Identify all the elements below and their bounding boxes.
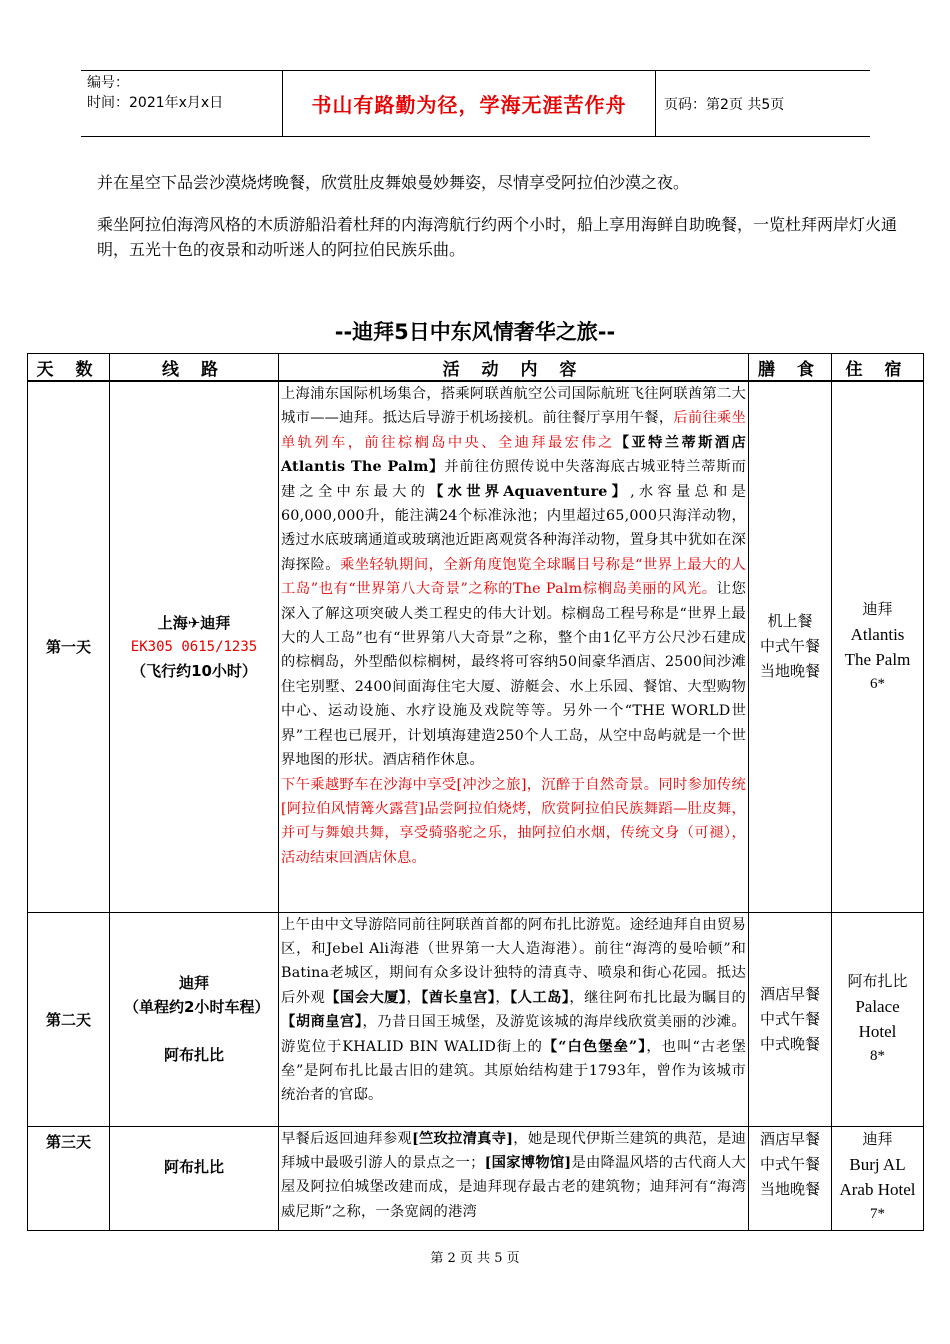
- header-motto: 书山有路勤为径，学海无涯苦作舟: [282, 71, 656, 136]
- day1-hotel-city: 迪拜: [862, 599, 893, 618]
- day3-text-3: ，她是现代伊斯兰建筑的典范，是迪拜城中最吸引游人的景点之一；: [281, 1130, 746, 1171]
- day1-hotel-name-1: Atlantis: [850, 624, 905, 644]
- day1-flight: EK305 0615/1235: [130, 638, 258, 655]
- day2-route-start: 迪拜: [178, 974, 209, 992]
- day3-hotel: [832, 1126, 924, 1230]
- day2-route-duration: （单程约2小时车程）: [124, 998, 270, 1016]
- day2-text-6: 【人工岛】: [510, 989, 570, 1006]
- day1-label: 第一天: [28, 381, 110, 912]
- day2-hotel-name-1: Palace: [855, 997, 900, 1016]
- table-header-row: [28, 354, 924, 382]
- day1-text-3: 【亚特兰蒂斯酒店Atlantis The Palm】: [281, 434, 746, 476]
- header-activities: 活 动 内 容: [279, 354, 749, 382]
- day2-text-11: ，也叫“古老堡垒”是阿布扎比最古旧的建筑。其原始结构建于1793年，曾作为该城市统治者的官邸。: [281, 1038, 746, 1104]
- table-row-day3: [28, 1126, 924, 1230]
- itinerary-table: [27, 353, 924, 1231]
- day3-meals: [749, 1126, 832, 1230]
- day1-meal-3: 当地晚餐: [759, 662, 820, 681]
- day3-text-2: [竺玫拉清真寺]: [411, 1130, 514, 1147]
- day3-text-4: [国家博物馆]: [484, 1154, 572, 1171]
- day1-flight-duration: （飞行约10小时）: [131, 661, 257, 680]
- day1-hotel: [832, 381, 924, 912]
- day1-hotel-name-2: The Palm: [844, 649, 911, 669]
- day2-text-7: ，继往阿布扎比最为瞩目的: [569, 989, 746, 1006]
- day2-text-8: 【胡商皇宫】: [281, 1014, 363, 1031]
- day3-text-5: 是由降温风塔的古代商人大屋及阿拉伯城堡改建而成，是迪拜现存最古老的建筑物；迪拜河有“海湾威尼斯”之称，一条宽阔的港湾: [281, 1154, 746, 1220]
- day1-text-4: 并前往仿照传说中失落海底古城亚特兰蒂斯而建之全中东最大的: [281, 459, 747, 500]
- table-row-day1: [28, 381, 924, 912]
- day1-hotel-stars: 6*: [870, 675, 885, 692]
- day1-meals: [749, 381, 832, 912]
- day1-meal-2: 中式午餐: [759, 637, 820, 656]
- header-meals: 膳 食: [749, 354, 832, 382]
- day1-text-7: 乘坐轻轨期间，全新角度饱览全球瞩目号称是“世界上最大的人工岛”也有“世界第八大奇景”之称的The Palm棕榈岛美丽的风光。: [281, 556, 746, 598]
- day2-text-4: 【酋长皇宫】: [421, 989, 496, 1006]
- day1-route: [110, 381, 279, 912]
- table-row-day2: [28, 912, 924, 1126]
- day3-text-1: 早餐后返回迪拜参观: [281, 1130, 412, 1147]
- day1-activities: [279, 381, 749, 912]
- day2-hotel-stars: 8*: [870, 1048, 885, 1064]
- day3-hotel-name-2: Arab Hotel: [839, 1179, 916, 1199]
- day1-text-5: 【水世界Aquaventure】: [429, 483, 631, 500]
- day2-hotel-name-2: Hotel: [858, 1022, 897, 1041]
- header-page-info: 页码：第2页 共5页: [664, 96, 785, 113]
- day1-text-2: 后前往乘坐单轨列车，前往棕榈岛中央、全迪拜最宏伟之: [281, 410, 747, 451]
- day2-hotel: [832, 912, 924, 1126]
- day1-text-1: 上海浦东国际机场集合，搭乘阿联酋航空公司国际航班飞往阿联酋第二大城市——迪拜。抵达后导游于机场接机。前往餐厅享用午餐，: [281, 386, 746, 427]
- intro-paragraph-1: 并在星空下品尝沙漠烧烤晚餐，欣赏肚皮舞娘曼妙舞姿，尽情享受阿拉伯沙漠之夜。: [97, 173, 690, 192]
- day3-hotel-name-1: Burj AL: [849, 1154, 906, 1174]
- day1-text-6: ,水容量总和是60,000,000升，能注满24个标准泳池；内里超过65,000只海洋动物，透过水底玻璃通道或玻璃池近距离观赏各种海洋动物，置身其中犹如在深海探险。: [281, 483, 746, 573]
- doc-date: 时间：2021年x月x日: [87, 95, 224, 111]
- day2-text-10: 【“白色堡垒”】: [542, 1038, 647, 1055]
- day3-route-city: 阿布扎比: [163, 1157, 224, 1176]
- day2-text-9: ，乃昔日国王城堡，及游览该城的海岸线欣赏美丽的沙滩。游览位于KHALID BIN WALID街上的: [281, 1014, 746, 1055]
- day3-activities: [279, 1126, 749, 1230]
- day2-meal-1: 酒店早餐: [759, 984, 820, 1003]
- day1-text-8: 让您深入了解这项突破人类工程史的伟大计划。棕榈岛工程号称是“世界上最大的人工岛”也有“世界第八大奇景”之称，整个由1亿平方公尺沙石建成的棕榈岛，外型酷似棕榈树，最终将可容纳50间豪华酒店、2500间沙滩住宅别墅、2400间面海住宅大厦、游艇会、水上乐园、餐馆、大型购物中心、运动设施、水疗设施及戏院等等。另外一个“THE WORLD世界”工程也已展开，计划填海建造250个人工岛，从空中岛屿就是一个世界地图的形状。酒店稍作休息。: [281, 581, 747, 769]
- day2-text-3: ，: [406, 989, 422, 1006]
- day2-label: 第二天: [28, 912, 110, 1126]
- itinerary-title: --迪拜5日中东风情奢华之旅--: [334, 320, 616, 344]
- page-footer: 第 2 页 共 5 页: [430, 1251, 520, 1266]
- day3-label: 第三天: [28, 1126, 110, 1230]
- day2-activities: [279, 912, 749, 1126]
- day2-meal-2: 中式午餐: [759, 1009, 820, 1028]
- day2-meal-3: 中式晚餐: [759, 1034, 820, 1053]
- day2-text-2: 【国会大厦】: [325, 989, 407, 1006]
- day3-meal-3: 当地晚餐: [759, 1179, 820, 1198]
- header-route: 线 路: [110, 354, 279, 382]
- page-header: [81, 70, 870, 137]
- day2-route-end: 阿布扎比: [163, 1046, 224, 1064]
- intro-paragraph-2: 乘坐阿拉伯海湾风格的木质游船沿着杜拜的内海湾航行约两个小时，船上享用海鲜自助晚餐，一览杜拜两岸灯火通明，五光十色的夜景和动听迷人的阿拉伯民族乐曲。: [97, 215, 898, 259]
- day2-meals: [749, 912, 832, 1126]
- header-hotel: 住 宿: [832, 354, 924, 382]
- header-left: [81, 71, 281, 138]
- header-day: 天 数: [28, 354, 110, 382]
- day2-hotel-city: 阿布扎比: [847, 972, 908, 990]
- day3-hotel-stars: 7*: [870, 1205, 885, 1222]
- day2-text-1: 上午由中文导游陪同前往阿联酋首都的阿布扎比游览。途经迪拜自由贸易区，和Jebel Ali海港（世界第一大人造海港）。前往“海湾的曼哈顿”和 Batina老城区，期间有众多设计独特的清真寺、喷泉和街心花园。抵达后外观: [281, 916, 746, 1006]
- day1-text-9: 下午乘越野车在沙海中享受[冲沙之旅]，沉醉于自然奇景。同时参加传统[阿拉伯风情篝火露营]品尝阿拉伯烧烤，欣赏阿拉伯民族舞蹈—肚皮舞，并可与舞娘共舞，享受骑骆驼之乐，抽阿拉伯水烟，传统文身（可褪），活动结束回酒店休息。: [281, 776, 746, 866]
- day3-route: [110, 1126, 279, 1230]
- day1-meal-1: 机上餐: [767, 612, 813, 631]
- day3-meal-1: 酒店早餐: [759, 1129, 820, 1148]
- day3-hotel-city: 迪拜: [862, 1129, 893, 1148]
- day2-route: [110, 912, 279, 1126]
- doc-number: 编号：: [87, 75, 129, 91]
- day2-text-5: ，: [495, 989, 511, 1006]
- day1-route-cities: 上海✈迪拜: [157, 613, 231, 632]
- day3-meal-2: 中式午餐: [759, 1154, 820, 1173]
